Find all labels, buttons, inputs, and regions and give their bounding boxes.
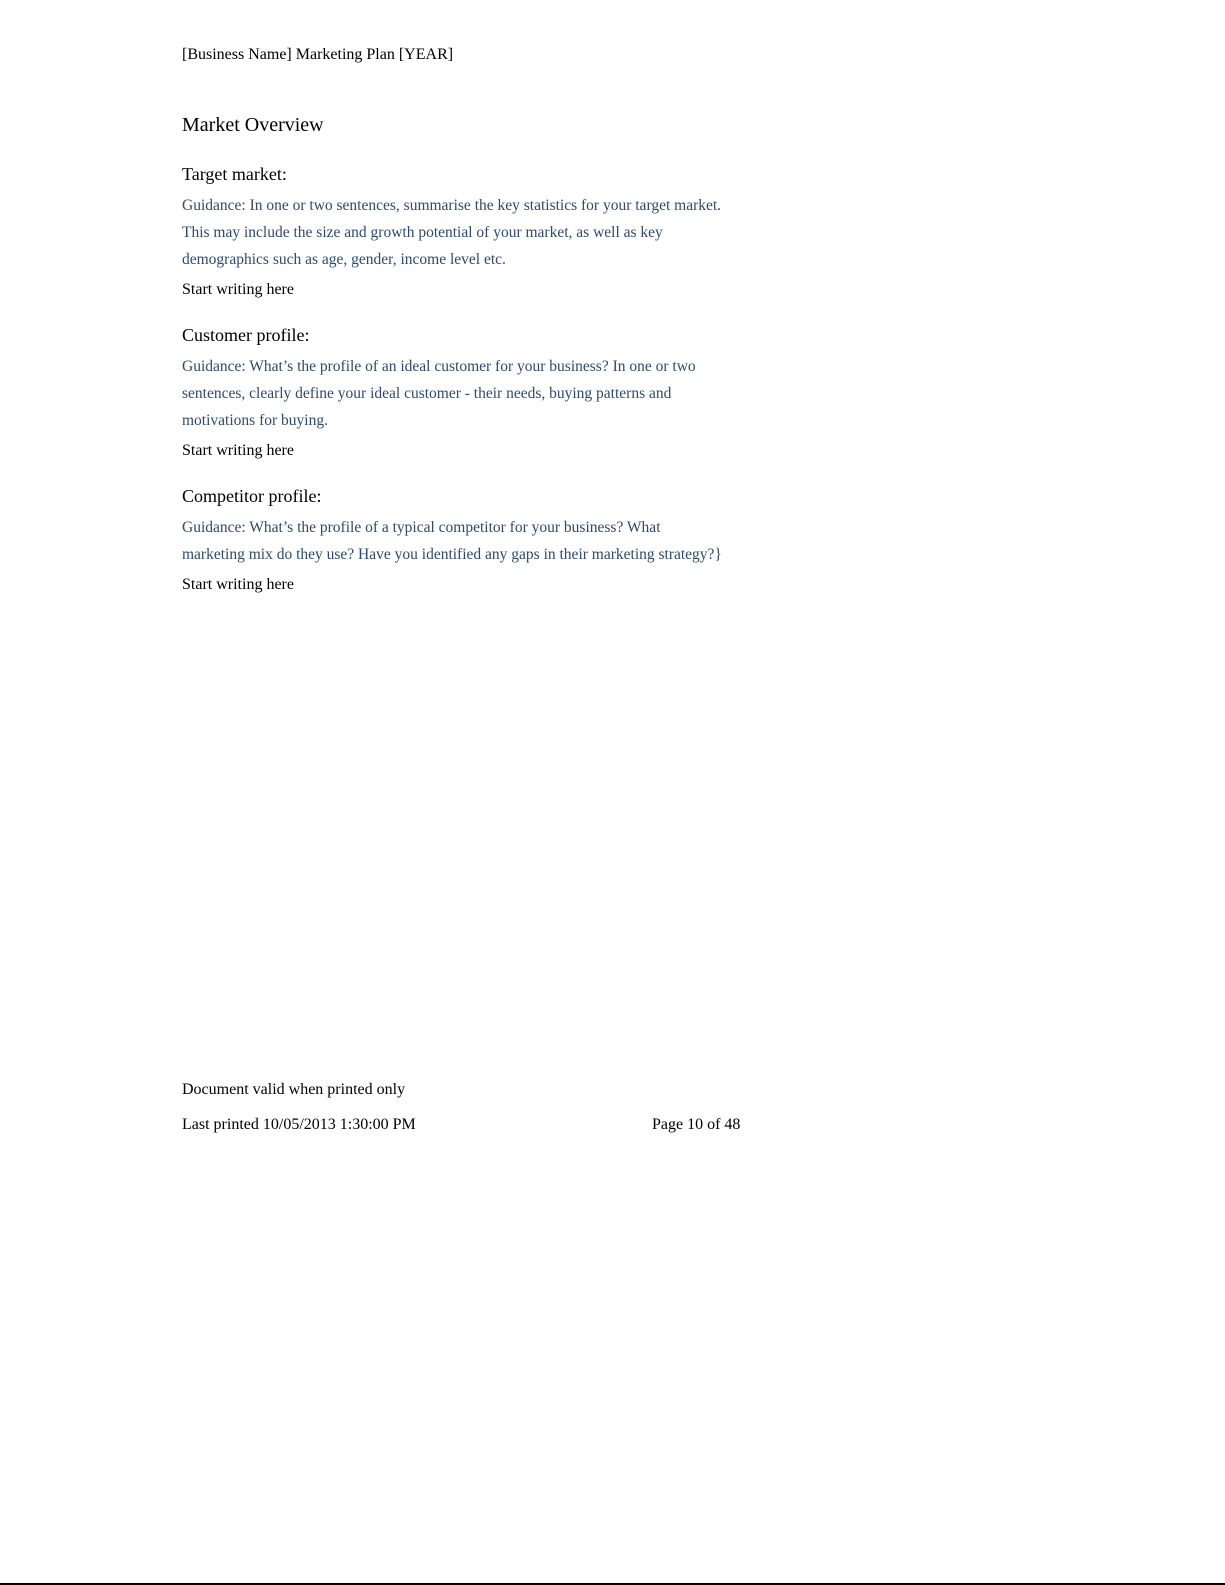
guidance-text: Guidance: What’s the profile of a typical competitor for your business? What marketing mix do they use? Have you identified any gaps in their marketing strategy?} (182, 519, 722, 563)
guidance-text: Guidance: In one or two sentences, summarise the key statistics for your target market. This may include the size and growth potential of your market, as well as key demographics such as age, gender, income level etc. (182, 197, 722, 268)
guidance-text: Guidance: What’s the profile of an ideal customer for your business? In one or two sentences, clearly define your ideal customer - their needs, buying patterns and motivations for buying. (182, 358, 696, 429)
subsection-competitor-profile (182, 484, 722, 596)
subsection-heading: Competitor profile: (182, 486, 322, 506)
subsection-heading: Customer profile: (182, 325, 310, 345)
writing-placeholder[interactable]: Start writing here (182, 576, 294, 593)
page-header: [Business Name] Marketing Plan [YEAR] (182, 46, 454, 63)
writing-placeholder[interactable]: Start writing here (182, 442, 294, 459)
writing-placeholder[interactable]: Start writing here (182, 281, 294, 298)
section-title: Market Overview (182, 114, 324, 136)
subsection-target-market (182, 162, 722, 301)
footer-page-number: Page 10 of 48 (652, 1116, 741, 1133)
footer-validity-note: Document valid when printed only (182, 1081, 406, 1098)
subsection-heading: Target market: (182, 164, 287, 184)
subsection-customer-profile (182, 323, 722, 462)
footer-last-printed: Last printed 10/05/2013 1:30:00 PM (182, 1116, 416, 1133)
document-body (182, 112, 722, 618)
